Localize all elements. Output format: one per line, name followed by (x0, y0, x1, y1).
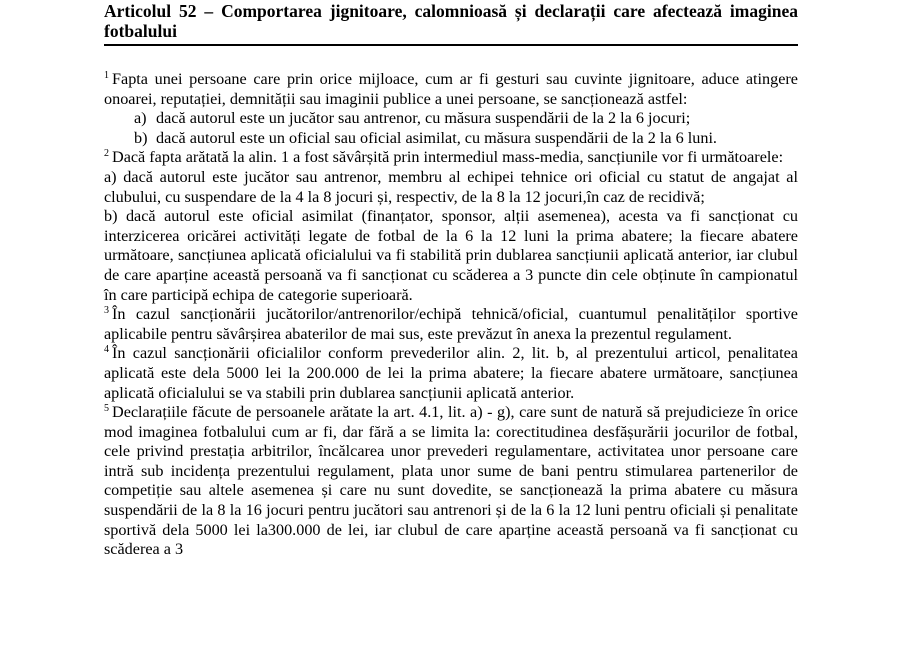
sub-paragraph-b: b) dacă autorul este oficial asimilat (finanțator, sponsor, alții asemenea), acesta va fi sancționat cu interzicerea oricărei activități legate de fotbal de la 6 la 12 luni la prima abatere; la fiecare abatere următoare, sancțiunea aplicată oficialului va fi stabilită prin dublarea sancțiunii aplicată anterior, iar clubul de care aparține această persoană va fi sancționat cu scăderea a 3 puncte din cele obținute în campionatul în care participă echipa de categorie superioară. (104, 207, 798, 304)
list-marker: a) (134, 109, 147, 128)
paragraph-number: 5 (104, 403, 109, 415)
paragraph-text: Dacă fapta arătată la alin. 1 a fost săvârșită prin intermediul mass-media, sancțiunile vor fi următoarele: (112, 148, 784, 167)
sub-paragraph-a: a) dacă autorul este jucător sau antrenor, membru al echipei tehnice ori oficial cu statut de angajat al clubului, cu suspendare de la 4 la 8 jocuri și, respectiv, de la 8 la 12 jocuri,în caz de recidivă; (104, 167, 798, 206)
article-body (104, 70, 798, 560)
paragraph-number: 3 (104, 305, 109, 317)
paragraph-5 (104, 403, 798, 560)
paragraph-number: 1 (104, 70, 109, 81)
article-title: Articolul 52 – Comportarea jignitoare, calomnioasă și declarații care afectează imaginea fotbalului (104, 0, 798, 46)
paragraph-text: În cazul sancționării oficialilor conform prevederilor alin. 2, lit. b, al prezentului articol, penalitatea aplicată este dela 5000 lei la 200.000 de lei la prima abatere; la fiecare abatere următoare, sancțiunea aplicată oficialului se va stabili prin dublarea sancțiunii aplicată anterior. (104, 344, 798, 402)
paragraph-text: Declarațiile făcute de persoanele arătate la art. 4.1, lit. a) - g), care sunt de natură să prejudicieze în orice mod imaginea fotbalului cum ar fi, dar fără a se limita la: corectitudinea desfășurării jocurilor de fotbal, cele privind prestația arbitrilor, încălcarea unor prevederi regulamentare, activitatea unor persoane care intră sub incidența prezentului regulament, plata unor sume de bani pentru stimularea partenerilor de competiție sau altele asemenea și care nu sunt dovedite, se sancționează la prima abatere cu măsura suspendării de la 8 la 16 jocuri pentru jucători sau antrenori și de la 6 la 12 luni pentru oficiali și penalitate sportivă dela 5000 lei la300.000 de lei, iar clubul de care aparține această persoană va fi sancționat cu scăderea a 3 (104, 403, 798, 559)
paragraph-text: Fapta unei persoane care prin orice mijloace, cum ar fi gesturi sau cuvinte jignitoare, aduce atingere onoarei, reputației, demnității sau imaginii publice a unei persoane, se sancționează astfel: (104, 70, 798, 108)
paragraph-1 (104, 70, 798, 109)
paragraph-4 (104, 344, 798, 403)
paragraph-number: 4 (104, 344, 109, 356)
paragraph-3 (104, 305, 798, 344)
list-item-text: dacă autorul este un oficial sau oficial asimilat, cu măsura suspendării de la 2 la 6 luni. (156, 128, 717, 147)
document-page (104, 0, 798, 560)
list-item-text: dacă autorul este un jucător sau antrenor, cu măsura suspendării de la 2 la 6 jocuri; (156, 109, 691, 128)
list-marker: b) (134, 128, 148, 147)
list-item-b (104, 129, 798, 149)
paragraph-2 (104, 148, 798, 168)
list-item-a (104, 109, 798, 129)
paragraph-number: 2 (104, 148, 109, 160)
paragraph-text: În cazul sancționării jucătorilor/antrenorilor/echipă tehnică/oficial, cuantumul penalităților sportive aplicabile pentru săvârșirea abaterilor de mai sus, este prevăzut în anexa la prezentul regulament. (104, 305, 798, 343)
